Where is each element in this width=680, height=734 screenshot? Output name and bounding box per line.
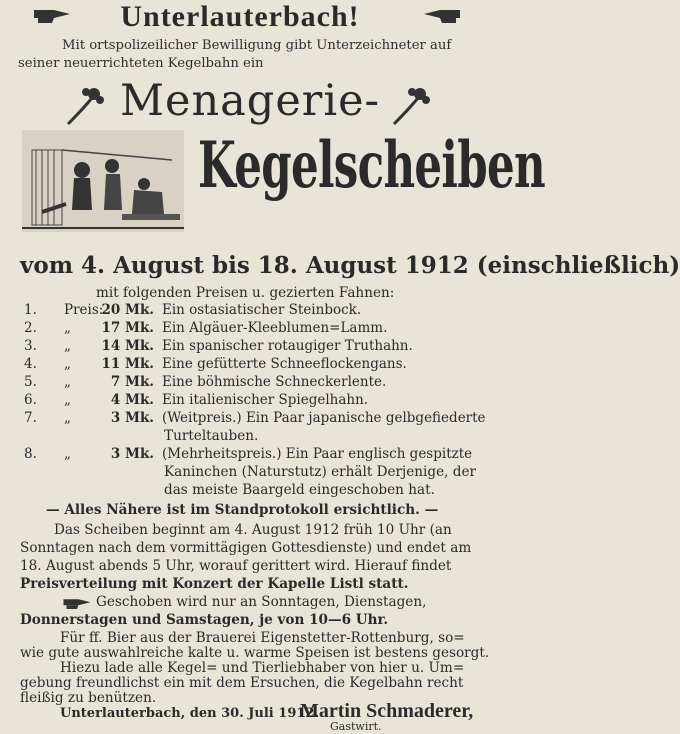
beer-text-line: wie gute auswahlreiche kalte u. warme Speisen ist bestens gesorgt. (20, 645, 490, 661)
prize-row (24, 338, 413, 354)
schedule-text-line: Sonntagen nach dem vormittägigen Gottesdienste) und endet am (20, 540, 472, 556)
prize-row (24, 446, 472, 462)
prize-number: 4. (24, 356, 37, 372)
prize-description-continued: Turteltauben. (164, 428, 259, 444)
prize-number: 7. (24, 410, 37, 426)
opening-days-line: Donnerstagen und Samstagen, je von 10—6 Uhr. (20, 612, 389, 628)
prize-description: Ein spanischer rotaugiger Truthahn. (162, 338, 413, 354)
event-title-menagerie: Menagerie- (120, 76, 381, 126)
prize-description: Ein Algäuer-Kleeblumen=Lamm. (162, 320, 388, 336)
prize-description: Eine gefütterte Schneeflockengans. (162, 356, 407, 372)
prize-number: 2. (24, 320, 37, 336)
prize-label: „ (64, 338, 71, 354)
prize-row (24, 356, 407, 372)
place-and-date: Unterlauterbach, den 30. Juli 1912. (60, 706, 319, 721)
prize-label: „ (64, 356, 71, 372)
prize-description: Eine böhmische Schneckerlente. (162, 374, 387, 390)
event-date-range: vom 4. August bis 18. August 1912 (einschließlich) (20, 252, 680, 279)
pointing-hand-icon (62, 596, 92, 610)
signature-name: Martin Schmaderer, (300, 700, 474, 722)
page-title: Unterlauterbach! (120, 0, 360, 33)
flower-ornament-icon (390, 80, 438, 128)
prize-amount: 14 Mk. (101, 338, 154, 354)
prize-label: „ (64, 410, 71, 426)
prize-label: „ (64, 392, 71, 408)
prize-description: (Mehrheitspreis.) Ein Paar englisch gespitzte (162, 446, 473, 462)
prize-row (24, 302, 361, 318)
prizes-intro: mit folgenden Preisen u. gezierten Fahnen: (96, 285, 395, 301)
prize-amount: 20 Mk. (101, 302, 154, 318)
prize-amount: 7 Mk. (110, 374, 154, 390)
signature-role: Gastwirt. (330, 720, 382, 733)
prize-label: „ (64, 374, 71, 390)
prize-number: 1. (24, 302, 37, 318)
prize-number: 6. (24, 392, 37, 408)
prize-row (24, 320, 387, 336)
schedule-text-line: Das Scheiben beginnt am 4. August 1912 früh 10 Uhr (an (54, 522, 452, 538)
prize-description-continued: Kaninchen (Naturstutz) erhält Derjenige, der (164, 464, 477, 480)
prize-number: 8. (24, 446, 37, 462)
prize-amount: 3 Mk. (110, 410, 154, 426)
prize-number: 5. (24, 374, 37, 390)
bowling-illustration (22, 130, 184, 232)
prize-label: „ (64, 320, 71, 336)
prize-amount: 11 Mk. (101, 356, 154, 372)
beer-text-line: gebung freundlichst ein mit dem Ersuchen, die Kegelbahn recht (20, 675, 464, 691)
prize-label: „ (64, 446, 71, 462)
intro-line: seiner neuerrichteten Kegelbahn ein (18, 56, 264, 71)
opening-days-line: Geschoben wird nur an Sonntagen, Dienstagen, (96, 594, 427, 610)
prize-description-continued: das meiste Baargeld eingeschoben hat. (164, 482, 435, 498)
prize-amount: 17 Mk. (101, 320, 154, 336)
intro-line: Mit ortspolizeilicher Bewilligung gibt Unterzeichneter auf (62, 38, 452, 53)
flower-ornament-icon (64, 80, 112, 128)
event-title-kegelscheiben: Kegelscheiben (198, 128, 545, 203)
schedule-text-line: 18. August abends 5 Uhr, worauf gerittert wird. Hierauf findet (20, 558, 452, 574)
prize-number: 3. (24, 338, 37, 354)
beer-text-line: Für ff. Bier aus der Brauerei Eigenstetter-Rottenburg, so= (60, 630, 465, 646)
prize-description: Ein ostasiatischer Steinbock. (162, 302, 362, 318)
prize-label: Preis: (64, 302, 104, 318)
prize-row (24, 392, 368, 408)
standprotokoll-notice: — Alles Nähere ist im Standprotokoll ersichtlich. — (46, 502, 439, 518)
prize-description: (Weitpreis.) Ein Paar japanische gelbgefiederte (162, 410, 486, 426)
schedule-text-line: Preisverteilung mit Konzert der Kapelle Listl statt. (20, 576, 409, 592)
beer-text-line: Hiezu lade alle Kegel= und Tierliebhaber von hier u. Um= (60, 660, 465, 676)
prize-amount: 3 Mk. (110, 446, 154, 462)
prize-row (24, 374, 386, 390)
beer-text-line: fleißig zu benützen. (20, 690, 157, 706)
prize-row (24, 410, 486, 426)
prize-description: Ein italienischer Spiegelhahn. (162, 392, 369, 408)
prize-amount: 4 Mk. (110, 392, 154, 408)
